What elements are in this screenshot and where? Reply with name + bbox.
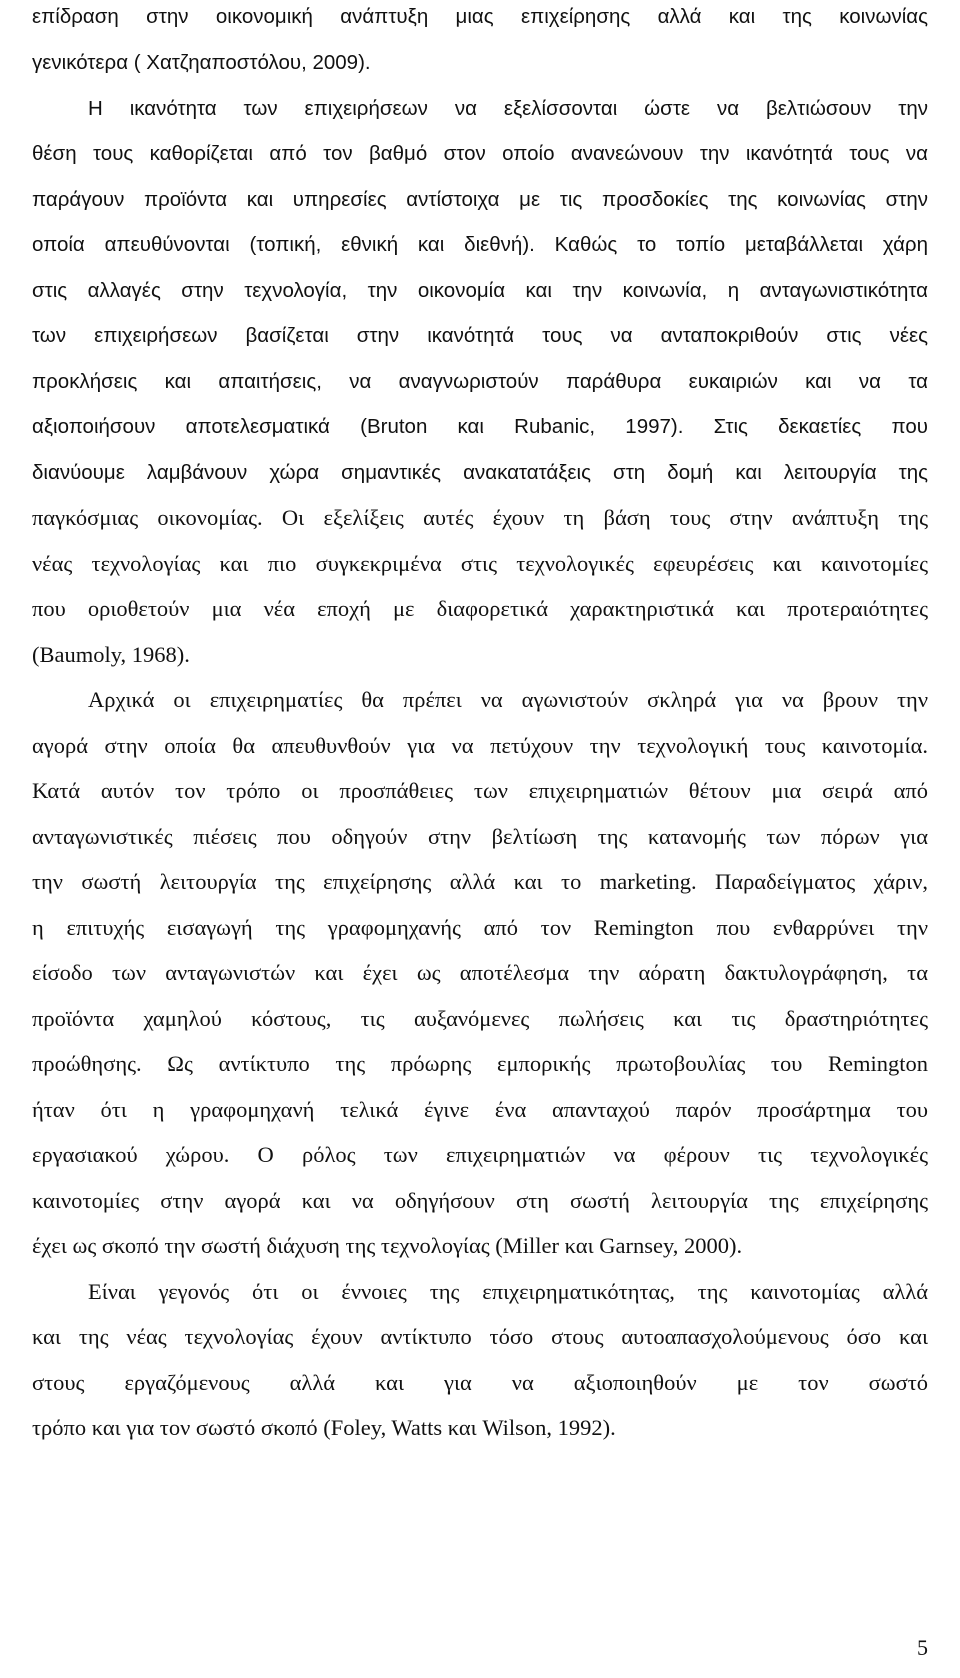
- text-line: θέση τους καθορίζεται από τον βαθμό στον οποίο ανανεώνουν την ικανότητά τους να: [32, 142, 928, 165]
- text-line: (Baumoly, 1968).: [32, 642, 190, 667]
- text-line: ήταν ότι η γραφομηχανή τελικά έγινε ένα απανταχού παρόν προσάρτημα του: [32, 1097, 928, 1122]
- text-line: εργασιακού χώρου. Ο ρόλος των επιχειρηματιών να φέρουν τις τεχνολογικές: [32, 1142, 928, 1167]
- text-line: προϊόντα χαμηλού κόστους, τις αυξανόμενες πωλήσεις και τις δραστηριότητες: [32, 1006, 928, 1031]
- text-line: που οριοθετούν μια νέα εποχή με διαφορετικά χαρακτηριστικά και προτεραιότητες: [32, 596, 928, 621]
- text-line: οποία απευθύνονται (τοπική, εθνική και διεθνή). Καθώς το τοπίο μεταβάλλεται χάρη: [32, 233, 928, 256]
- text-line: επίδραση στην οικονομική ανάπτυξη μιας επιχείρησης αλλά και της κοινωνίας: [32, 5, 928, 28]
- text-line: έχει ως σκοπό την σωστή διάχυση της τεχνολογίας (Miller και Garnsey, 2000).: [32, 1233, 743, 1258]
- text-line: των επιχειρήσεων βασίζεται στην ικανότητά τους να ανταποκριθούν στις νέες: [32, 324, 928, 347]
- text-line: την σωστή λειτουργία της επιχείρησης αλλά και το marketing. Παραδείγματος χάριν,: [32, 869, 928, 894]
- page-number: 5: [917, 1635, 928, 1660]
- text-line: καινοτομίες στην αγορά και να οδηγήσουν στη σωστή λειτουργία της επιχείρησης: [32, 1188, 928, 1213]
- text-line: Κατά αυτόν τον τρόπο οι προσπάθειες των επιχειρηματιών θέτουν μια σειρά από: [32, 778, 928, 803]
- text-line: και της νέας τεχνολογίας έχουν αντίκτυπο τόσο στους αυτοαπασχολούμενους όσο και: [32, 1324, 928, 1349]
- text-line: αξιοποιήσουν αποτελεσματικά (Bruton και Rubanic, 1997). Στις δεκαετίες που: [32, 415, 928, 438]
- paragraph-first-line: Η ικανότητα των επιχειρήσεων να εξελίσσονται ώστε να βελτιώσουν την: [88, 97, 928, 120]
- paragraph-first-line: Είναι γεγονός ότι οι έννοιες της επιχειρηματικότητας, της καινοτομίας αλλά: [88, 1279, 928, 1304]
- text-line: ανταγωνιστικές πιέσεις που οδηγούν στην βελτίωση της κατανομής των πόρων για: [32, 824, 928, 849]
- text-line: προκλήσεις και απαιτήσεις, να αναγνωριστούν παράθυρα ευκαιριών και να τα: [32, 370, 928, 393]
- text-line: στους εργαζόμενους αλλά και για να αξιοποιηθούν με τον σωστό: [32, 1370, 928, 1395]
- text-line: γενικότερα ( Χατζηαποστόλου, 2009).: [32, 51, 371, 74]
- text-line: στις αλλαγές στην τεχνολογία, την οικονομία και την κοινωνία, η ανταγωνιστικότητα: [32, 279, 928, 302]
- text-line: είσοδο των ανταγωνιστών και έχει ως αποτέλεσμα την αόρατη δακτυλογράφηση, τα: [32, 960, 928, 985]
- text-line: νέας τεχνολογίας και πιο συγκεκριμένα στις τεχνολογικές εφευρέσεις και καινοτομίες: [32, 551, 928, 576]
- text-line: διανύουμε λαμβάνουν χώρα σημαντικές ανακατατάξεις στη δομή και λειτουργία της: [32, 461, 928, 484]
- paragraph-first-line: Αρχικά οι επιχειρηματίες θα πρέπει να αγωνιστούν σκληρά για να βρουν την: [88, 687, 928, 712]
- text-line: παγκόσμιας οικονομίας. Οι εξελίξεις αυτές έχουν τη βάση τους στην ανάπτυξη της: [32, 505, 928, 530]
- text-line: αγορά στην οποία θα απευθυνθούν για να πετύχουν την τεχνολογική τους καινοτομία.: [32, 733, 928, 758]
- text-line: παράγουν προϊόντα και υπηρεσίες αντίστοιχα με τις προσδοκίες της κοινωνίας στην: [32, 188, 928, 211]
- text-line: τρόπο και για τον σωστό σκοπό (Foley, Watts και Wilson, 1992).: [32, 1415, 616, 1440]
- text-line: η επιτυχής εισαγωγή της γραφομηχανής από τον Remington που ενθαρρύνει την: [32, 915, 928, 940]
- text-line: προώθησης. Ως αντίκτυπο της πρόωρης εμπορικής πρωτοβουλίας του Remington: [32, 1051, 928, 1076]
